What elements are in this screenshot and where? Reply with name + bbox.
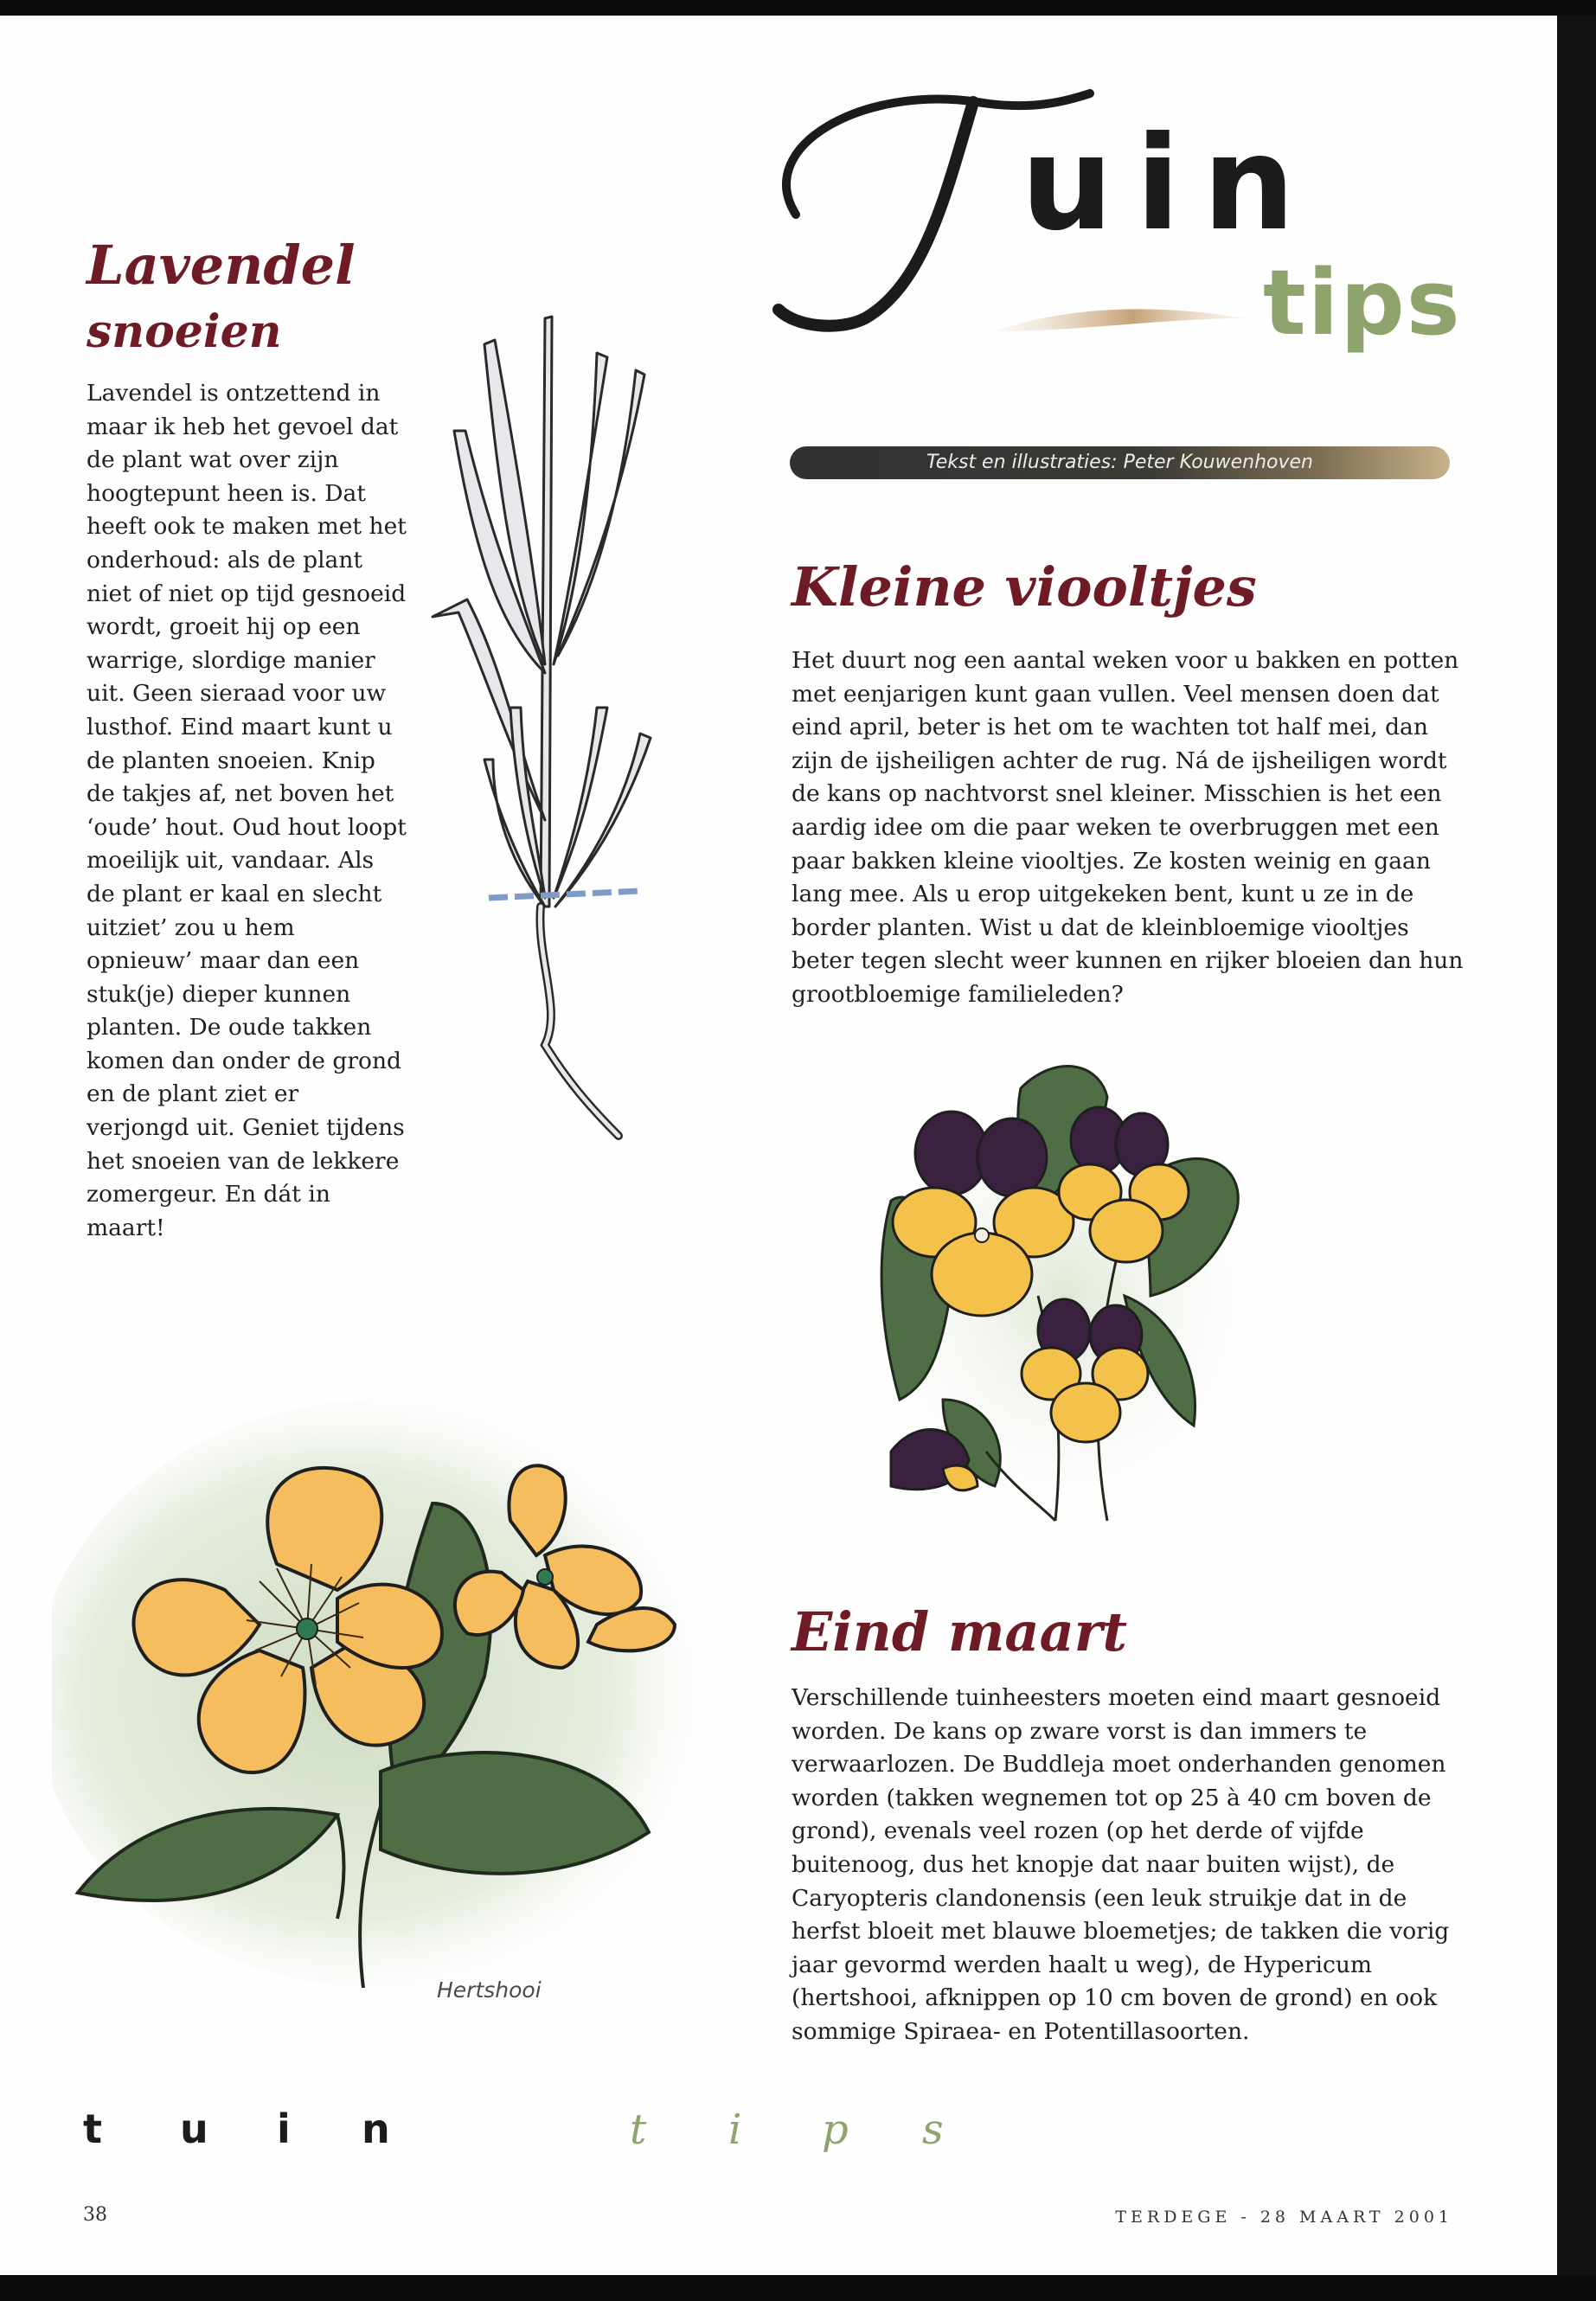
lavender-branch-illustration bbox=[415, 301, 675, 1166]
footer-letter-s-green: s bbox=[922, 2106, 944, 2154]
viooltjes-body: Het duurt nog een aantal weken voor u bakken en potten met eenjarigen kunt gaan vullen. Veel mensen doen dat eind april, beter is het om te wachten tot half mei, dan zijn de ijsheiligen achter de rug. Ná de ijsheiligen wordt de kans op nachtvorst snel kleiner. Misschien is het een aardig idee om die paar weken te overbruggen met een paar bakken kleine viooltjes. Ze kosten weinig en gaan lang mee. Als u erop uitgekeken bent, kunt u ze in de border planten. Wist u dat de kleinbloemige viooltjes beter tegen slecht weer kunnen en rijker bloeien dan hun grootbloemige familieleden? bbox=[792, 647, 1464, 1008]
lavendel-body: Lavendel is ontzettend in maar ik heb het gevoel dat de plant wat over zijn hoogtepunt heen is. Dat heeft ook te maken met het onderhoud: als de plant niet of niet op tijd gesnoeid wordt, groeit hij op een warrige, slordige manier uit. Geen sieraad voor uw lusthof. Eind maart kunt u de planten snoeien. Knip de takjes af, net boven het ‘oude’ hout. Oud hout loopt moeilijk uit, vandaar. Als de plant er kaal en slecht uitziet’ zou u hem opnieuw’ maar dan een stuk(je) dieper kunnen planten. De oude takken komen dan onder de grond en de plant ziet er verjongd uit. Geniet tijdens het snoeien van de lekkere zomergeur. En dát in maart! bbox=[87, 380, 407, 1241]
masthead-title: uin bbox=[1021, 109, 1317, 260]
eind-maart-body: Verschillende tuinheesters moeten eind maart gesnoeid worden. De kans op zware vorst is dan immers te verwaarlozen. De Buddleja moet onderhanden genomen worden (takken wegnemen tot op 25 à 40 cm boven de grond), evenals veel rozen (op het derde of vijfde buitenoog, dus het knopje dat naar buiten wijst), de Caryopteris clandonensis (een leuk struikje dat in de herfst bloeit met blauwe bloemetjes; de takken die vorig jaar gevormd werden haalt u weg), de Hypericum (hertshooi, afknippen op 10 cm boven de grond) en ook sommige Spiraea- en Potentillasoorten. bbox=[792, 1684, 1450, 2045]
credit-bar bbox=[790, 446, 1450, 479]
footer-letter-t: t bbox=[83, 2106, 102, 2152]
hertshooi-caption: Hertshooi bbox=[437, 1977, 542, 2003]
page-number: 38 bbox=[83, 2204, 107, 2226]
page-edge bbox=[1557, 16, 1596, 2275]
hertshooi-illustration bbox=[52, 1365, 709, 1988]
lavendel-heading-line2: snoeien bbox=[87, 305, 282, 358]
magazine-page bbox=[0, 16, 1557, 2275]
footer-letter-t-green: t bbox=[630, 2106, 647, 2154]
lavendel-heading-line1: Lavendel bbox=[87, 234, 356, 297]
footer-letter-p-green: p bbox=[822, 2106, 849, 2154]
credit-text: Tekst en illustraties: Peter Kouwenhoven bbox=[926, 452, 1313, 473]
footer-letter-i: i bbox=[277, 2106, 291, 2152]
masthead-brush-swoosh bbox=[986, 292, 1254, 344]
viooltjes-heading: Kleine viooltjes bbox=[792, 555, 1257, 619]
viola-illustration bbox=[839, 1036, 1289, 1555]
footer-letter-n: n bbox=[362, 2106, 390, 2152]
footer-letter-i-green: i bbox=[728, 2106, 742, 2154]
eind-maart-heading: Eind maart bbox=[792, 1600, 1128, 1663]
masthead-subtitle: tips bbox=[1263, 250, 1462, 356]
footer-letter-u: u bbox=[180, 2106, 208, 2152]
publication-line: TERDEGE - 28 MAART 2001 bbox=[1115, 2208, 1453, 2227]
